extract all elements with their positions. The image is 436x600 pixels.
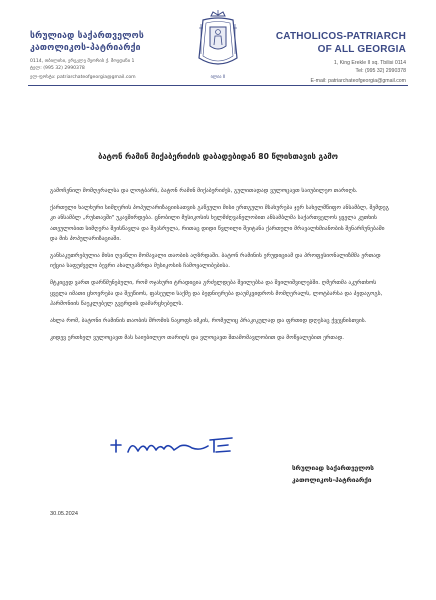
header-divider [28,85,408,86]
handwritten-signature [110,432,260,458]
paragraph: ქართული ხალხური სიმღერის პოპულარიზაციისათვის გაწეული მისი ერთგული მსახურება ჯერ სახელმწიფო ანსამბლ, შემდეგ კი ანსამბლ „რუსთავში" უკავშირდება. ცნობილი მუსიკოსის ხელმძღვანელობით ანსამბლმა საქართველოს ყველა კუთხის ათეულობით სიმღერა შეისწავლა და შეასრულა, რითაც დიდი წვლილი შეიტანა ქართული მრავალხმიანობის შენარჩუნებაში და მის პოპულარიზაციაში. [50,205,389,242]
org-name-line1: სრულიად საქართველოს [30,31,144,41]
org-name-en-line2: OF ALL GEORGIA [317,44,406,55]
paragraph: განსაკუთრებულია მისი ღვაწლი მომავალი თაობის აღზრდაში. ბატონ რამინის ერუდიციამ და პროფესიონალიზმმა ერთად იქცია საფუძველი ბევრი ახალგაზრდა მუსიკოსის ჩამოყალიბებისა. [50,253,381,270]
address-en-line2: Tel: (995 32) 2990378 [355,67,406,74]
org-name-line2: კათოლიკოს-პატრიარქი [30,43,141,53]
org-name-georgian [30,30,190,54]
email-english: E-mail: patriarchateofgeorgia@gmail.com [310,78,406,84]
signatory-line1: სრულიად საქართველოს [292,464,374,472]
paragraph: მტკიცედ ვართ დარწმუნებული, რომ ოჯახური ტრადიცია გრძელდება შვილებსა და შვილიშვილებში. ღმერთმა აკურთხოს ყველა იმათი ცხოვრება და შეეწიოს, ფასეული საქმე და ბედნიერება დაუმკვიდროს მომღერალს, ლოტბარსა და პედაგოგს, ჰარმონიის წაუკლებელ გვერდის დამარცხებელს. [50,280,383,307]
signatory-line2: კათოლიკოს-პატრიარქი [292,476,372,484]
header-right [246,30,406,84]
document-date: 30.05.2024 [50,511,78,517]
address-georgian [30,58,190,72]
org-name-en-line1: CATHOLICOS-PATRIARCH [275,31,406,42]
paragraph: კიდევ ერთხელ ვულოცავთ მას საიუბილეო თარიღს და ვლოცავთ შთამომავლობით და მოწყალებით ერთად. [50,335,345,342]
paragraph: ახლა რომ, ბატონი რამინის თაობის შრომის ნაყოფს იმკის, რომელიც პრაკიკულად და ფრთიდ დღესაც ქვეყნისთვის. [50,318,367,325]
org-name-english [246,30,406,56]
header-left [30,30,190,80]
address-line1: 0114, თბილისი, ერეკლე მეორის ქ. მოედანი 1 [30,59,135,64]
patriarchate-emblem-icon [193,10,243,82]
letter-body [50,186,390,350]
address-en-line1: 1, King Erekle II sq. Tbilisi 0114 [333,60,406,66]
email-georgian: ელ-ფოსტა: patriarchateofgeorgia@gmail.com [30,75,136,80]
emblem-caption: ილია II [210,74,226,79]
signatory-title [292,462,422,486]
document-title: ბატონ რამინ მიქაბერიძის დაბადებიდან 80 წლისთავის გამო [98,152,338,161]
address-english [246,60,406,75]
address-line2: ტელ: (995 32) 2990378 [30,66,85,71]
paragraph: გამოჩენილ მომღერალსა და ლოტბარს, ბატონ რამინ მიქაბერიძეს, გულითადად ვულოცავთ საიუბილეო თარიღს. [50,188,358,194]
